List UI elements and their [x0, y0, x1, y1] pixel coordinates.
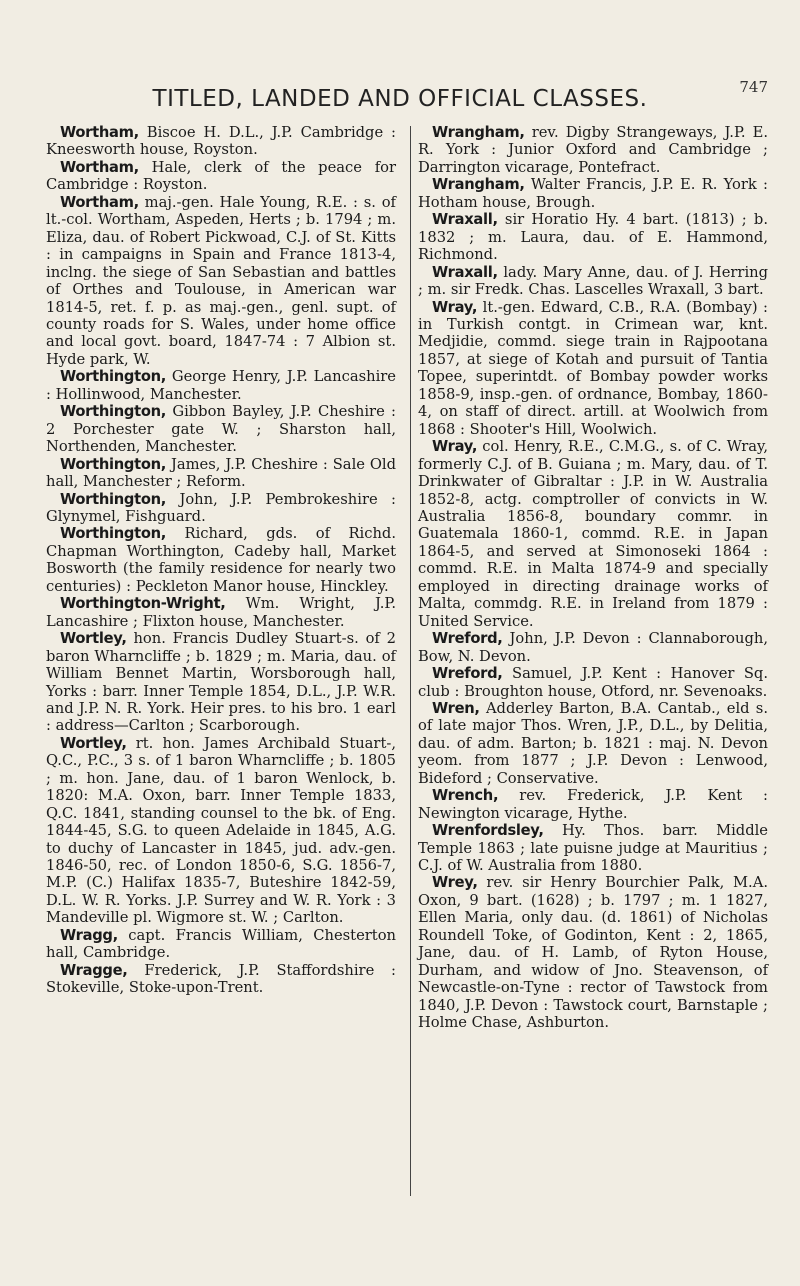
right-column [418, 124, 768, 1032]
entry-surname: Wortham, [60, 193, 139, 211]
entry-details: Hy. Thos. barr. Middle Temple 1863 ; late puisne judge at Mauritius ; C.J. of W. Australia from 1880. [418, 822, 768, 875]
entry-details: Richard, gds. of Richd. Chapman Worthington, Cadeby hall, Market Bosworth (the family residence for nearly two centuries) : Peckleton Manor house, Hinckley. [46, 525, 396, 595]
directory-entry [418, 264, 768, 299]
entry-details: rt. hon. James Archibald Stuart-, Q.C., P.C., 3 s. of 1 baron Wharncliffe ; b. 1805 ; m. hon. Jane, dau. of 1 baron Wenlock, b. 1820: M.A. Oxon, barr. Inner Temple 1833, Q.C. 1841, standing counsel to the bk. of Eng. 1844-45, S.G. to queen Adelaide in 1845, A.G. to duchy of Lancaster in 1845, jud. adv.-gen. 1846-50, rec. of London 1850-6, S.G. 1856-7, M.P. (C.) Halifax 1835-7, Buteshire 1842-59, D.L. W. R. Yorks. J.P. Surrey and W. R. York : 3 Mandeville pl. Wigmore st. W. ; Carlton. [46, 734, 396, 927]
entry-surname: Wrench, [432, 787, 499, 805]
directory-entry [418, 124, 768, 176]
entry-details: Adderley Barton, B.A. Cantab., eld s. of late major Thos. Wren, J.P., D.L., by Delitia, dau. of adm. Barton; b. 1821 : maj. N. Devon yeom. from 1877 ; J.P. Devon : Lenwood, Bideford ; Conservative. [418, 699, 769, 787]
directory-entry [418, 665, 768, 700]
entry-details: George Henry, J.P. Lancashire : Hollinwood, Manchester. [46, 368, 396, 403]
directory-entry [418, 176, 768, 211]
directory-entry [46, 124, 396, 159]
left-column [46, 124, 396, 997]
entry-surname: Worthington, [60, 403, 167, 421]
entry-surname: Worthington, [60, 455, 167, 473]
entry-surname: Wreford, [432, 665, 503, 683]
entry-details: John, J.P. Pembrokeshire : Glynymel, Fishguard. [46, 490, 396, 525]
directory-entry [418, 438, 768, 630]
entry-details: rev. Frederick, J.P. Kent : Newington vicarage, Hythe. [418, 787, 768, 822]
entry-details: Frederick, J.P. Staffordshire : Stokeville, Stoke-upon-Trent. [46, 961, 396, 997]
entry-surname: Wraxall, [432, 263, 498, 281]
directory-entry [46, 159, 396, 194]
entry-surname: Wreford, [432, 630, 503, 648]
directory-entry [418, 700, 768, 787]
entry-details: Wm. Wright, J.P. Lancashire ; Flixton house, Manchester. [46, 595, 396, 630]
entry-details: lt.-gen. Edward, C.B., R.A. (Bombay) : in Turkish contgt. in Crimean war, knt. Medjidie, commd. siege train in Rajpootana 1857, at siege of Kotah and pursuit of Tantia Topee, superintdt. of Bombay powder works 1858-9, insp.-gen. of ordnance, Bombay, 1860-4, on staff of direct. artill. at Woolwich from 1868 : Shooter's Hill, Woolwich. [418, 298, 768, 438]
entry-surname: Worthington, [60, 525, 167, 543]
entry-surname: Worthington, [60, 490, 167, 508]
directory-entry [418, 822, 768, 874]
entry-surname: Wrangham, [432, 176, 525, 194]
entry-surname: Wrangham, [432, 124, 525, 141]
page-header [40, 72, 768, 112]
directory-entry [418, 211, 768, 263]
directory-entry [418, 299, 768, 439]
directory-entry [46, 525, 396, 595]
entry-details: Samuel, J.P. Kent : Hanover Sq. club : Broughton house, Otford, nr. Sevenoaks. [418, 665, 769, 700]
entry-surname: Wrenfordsley, [432, 822, 544, 840]
entry-details: Gibbon Bayley, J.P. Cheshire : 2 Porchester gate W. ; Sharston hall, Northenden, Manchester. [46, 403, 397, 456]
entry-surname: Worthington, [60, 368, 167, 386]
directory-entry [46, 403, 396, 455]
entry-details: rev. Digby Strangeways, J.P. E. R. York : Junior Oxford and Cambridge ; Darrington vicarage, Pontefract. [418, 124, 768, 176]
entry-surname: Wragg, [60, 926, 118, 944]
directory-entry [46, 491, 396, 526]
entry-details: hon. Francis Dudley Stuart-s. of 2 baron Wharncliffe ; b. 1829 ; m. Maria, dau. of William Bennet Martin, Worsborough hall, Yorks : barr. Inner Temple 1854, D.L., J.P. W.R. and J.P. N. R. York. Heir pres. to his bro. 1 earl : address—Carlton ; Scarborough. [46, 630, 396, 735]
column-divider [410, 126, 411, 1196]
directory-entry [46, 630, 396, 735]
directory-entry [46, 456, 396, 491]
directory-entry [46, 927, 396, 962]
entry-details: James, J.P. Cheshire : Sale Old hall, Manchester ; Reform. [46, 455, 396, 491]
running-title: TITLED, LANDED AND OFFICIAL CLASSES. [152, 86, 648, 112]
entry-details: lady. Mary Anne, dau. of J. Herring ; m. sir Fredk. Chas. Lascelles Wraxall, 3 bart. [418, 263, 769, 299]
entry-surname: Wray, [432, 438, 478, 456]
entry-surname: Wortley, [60, 734, 127, 752]
entry-surname: Wrey, [432, 874, 478, 892]
entry-details: capt. Francis William, Chesterton hall, Cambridge. [46, 926, 397, 962]
directory-entry [418, 874, 768, 1031]
entry-details: rev. sir Henry Bourchier Palk, M.A. Oxon, 9 bart. (1628) ; b. 1797 ; m. 1 1827, Ellen Maria, only dau. (d. 1861) of Nicholas Roundell Toke, of Godinton, Kent : 2, 1865, Jane, dau. of H. Lamb, of Ryton House, Durham, and widow of Jno. Steavenson, of Newcastle-on-Tyne : rector of Tawstock from 1840, J.P. Devon : Tawstock court, Barnstaple ; Holme Chase, Ashburton. [418, 874, 768, 1032]
directory-entry [46, 194, 396, 369]
entry-surname: Wray, [432, 298, 478, 316]
entry-surname: Wraxall, [432, 211, 498, 229]
entry-surname: Wren, [432, 699, 480, 717]
entry-surname: Wortley, [60, 630, 127, 648]
entry-surname: Worthington-Wright, [60, 595, 226, 613]
directory-entry [46, 595, 396, 630]
entry-details: Biscoe H. D.L., J.P. Cambridge : Kneesworth house, Royston. [46, 124, 396, 159]
entry-details: Walter Francis, J.P. E. R. York : Hotham house, Brough. [418, 176, 768, 211]
entry-surname: Wortham, [60, 124, 139, 141]
directory-entry [46, 962, 396, 997]
entry-details: John, J.P. Devon : Clannaborough, Bow, N. Devon. [418, 630, 769, 665]
entry-surname: Wortham, [60, 158, 139, 176]
directory-entry [418, 787, 768, 822]
entry-details: sir Horatio Hy. 4 bart. (1813) ; b. 1832 ; m. Laura, dau. of E. Hammond, Richmond. [418, 211, 768, 264]
entry-details: maj.-gen. Hale Young, R.E. : s. of lt.-col. Wortham, Aspeden, Herts ; b. 1794 ; m. Eliza, dau. of Robert Pickwoad, C.J. of St. Kitts : in campaigns in Spain and France 1813-4, inclng. the siege of San Sebastian and battles of Orthes and Toulouse, in American war 1814-5, ret. f. p. as maj.-gen., genl. supt. of county roads for S. Wales, under home office and local govt. board, 1847-74 : 7 Albion st. Hyde park, W. [46, 193, 396, 368]
page-number: 747 [739, 78, 768, 96]
directory-entry [46, 368, 396, 403]
entry-surname: Wragge, [60, 961, 128, 979]
entry-details: Hale, clerk of the peace for Cambridge : Royston. [46, 158, 397, 194]
directory-entry [418, 630, 768, 665]
directory-entry [46, 735, 396, 927]
entry-details: col. Henry, R.E., C.M.G., s. of C. Wray, formerly C.J. of B. Guiana ; m. Mary, dau. of T. Drinkwater of Gibraltar : J.P. in W. Australia 1852-8, actg. comptroller of convicts in W. Australia 1856-8, boundary commr. in Guatemala 1860-1, commd. R.E. in Japan 1864-5, and served at Simonoseki 1864 : commd. R.E. in Malta 1874-9 and specially employed in directing drainage works of Malta, commdg. R.E. in Ireland from 1879 : United Service. [418, 438, 768, 630]
